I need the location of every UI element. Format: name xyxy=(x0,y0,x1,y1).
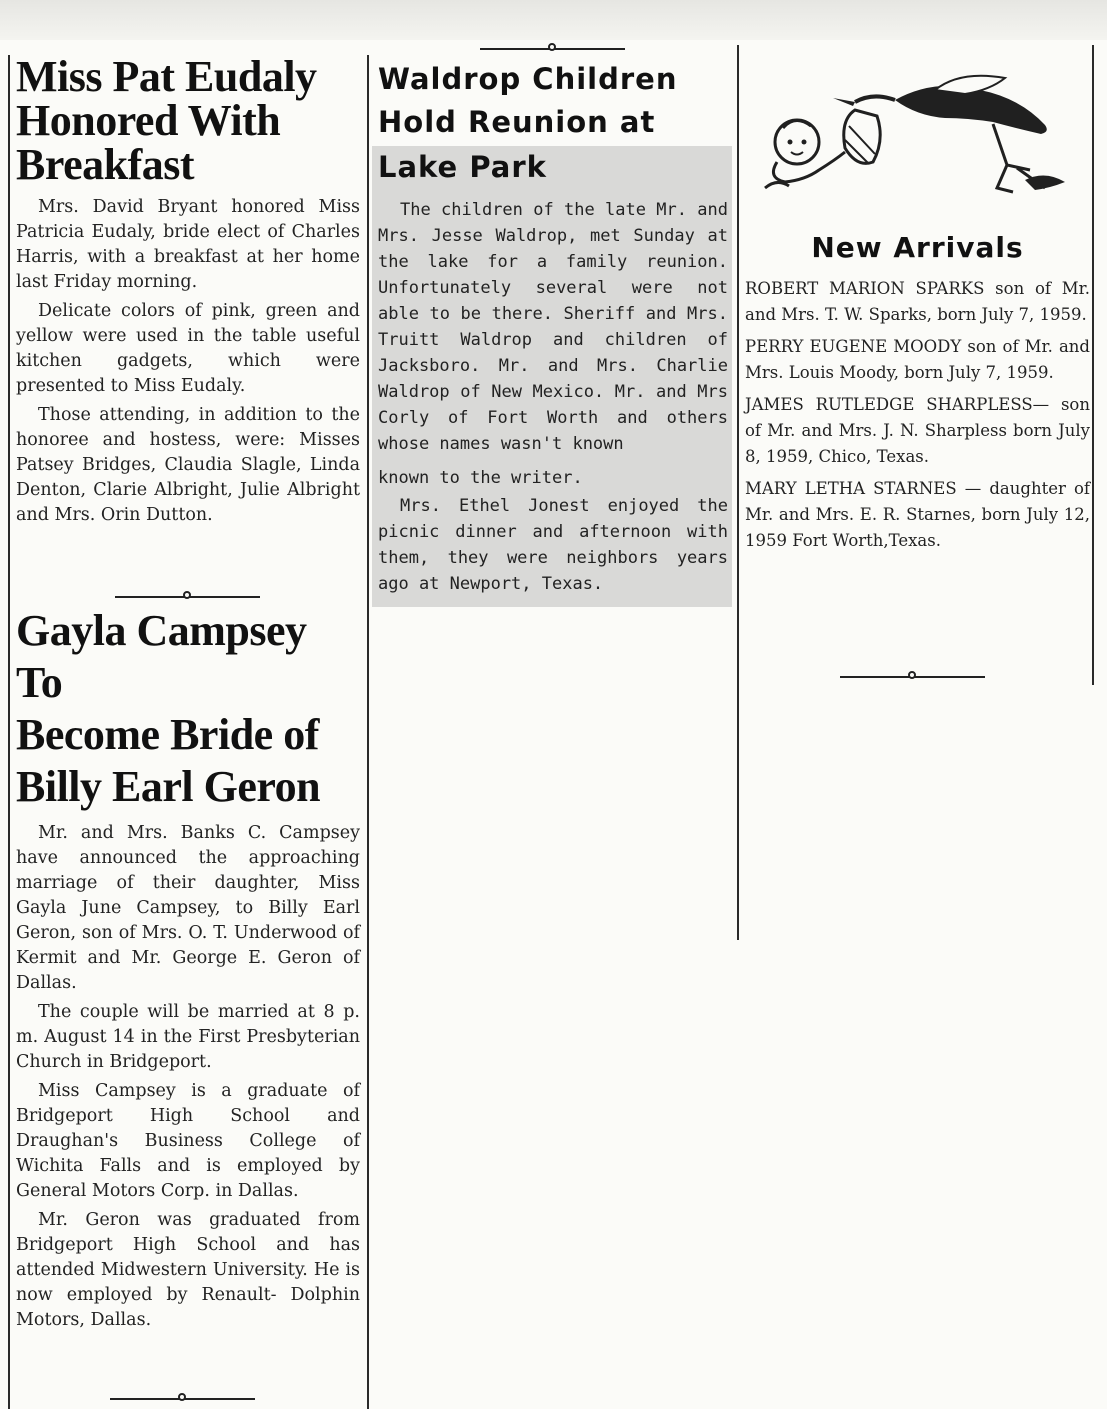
left-column xyxy=(16,52,360,528)
headline-line: Gayla Campsey To xyxy=(16,606,307,707)
eudaly-headline xyxy=(16,52,360,189)
column-rule-left xyxy=(8,55,10,1409)
section-divider xyxy=(840,670,985,684)
waldrop-paragraph: known to the writer. xyxy=(378,468,583,488)
section-divider xyxy=(110,1392,255,1406)
story-eudaly xyxy=(16,52,360,528)
arrival-entry: JAMES RUTLEDGE SHARPLESS— son of Mr. and Mrs. J. N. Sharpless born July 8, 1959, Chico, Texas. xyxy=(745,395,1090,466)
campsey-paragraph: Mr. and Mrs. Banks C. Campsey have announced the approaching marriage of their daughter, Miss Gayla June Campsey, to Billy Earl Geron, son of Mrs. O. T. Underwood of Kermit and Mr. George E. Geron of Dallas. xyxy=(16,823,360,993)
headline-line: Breakfast xyxy=(16,140,195,189)
column-rule-center xyxy=(367,55,369,1409)
arrivals-list xyxy=(745,276,1090,554)
eudaly-paragraph: Mrs. David Bryant honored Miss Patricia Eudaly, bride elect of Charles Harris, with a breakfast at her home last Friday morning. xyxy=(16,197,360,292)
waldrop-headline xyxy=(372,58,732,189)
stork-icon xyxy=(745,70,1075,230)
headline-line: Hold Reunion at xyxy=(378,105,656,139)
waldrop-paragraph: The children of the late Mr. and Mrs. Jesse Waldrop, met Sunday at the lake for a family reunion. Unfortunately several were not able to be there. Sheriff and Mrs. Truitt Waldrop and children of Jacksboro. Mr. and Mrs. Charlie Waldrop of New Mexico. Mr. and Mrs Corly of Fort Worth and others whose names wasn't known xyxy=(378,200,728,454)
eudaly-paragraph: Those attending, in addition to the honoree and hostess, were: Misses Patsey Bridges, Claudia Slagle, Linda Denton, Clarie Albright, Julie Albright and Mrs. Orin Dutton. xyxy=(16,405,360,525)
campsey-headline xyxy=(16,605,360,813)
arrival-entry: MARY LETHA STARNES — daughter of Mr. and Mrs. E. R. Starnes, born July 12, 1959 Fort Worth,Texas. xyxy=(745,479,1090,550)
section-divider xyxy=(115,590,260,604)
waldrop-body xyxy=(372,189,732,607)
waldrop-paragraph: Mrs. Ethel Jonest enjoyed the picnic dinner and afternoon with them, they were neighbors years ago at Newport, Texas. xyxy=(378,496,728,594)
headline-line: Billy Earl Geron xyxy=(16,762,321,811)
left-column-lower xyxy=(16,605,360,1333)
headline-line: Become Bride of xyxy=(16,710,319,759)
arrival-entry: PERRY EUGENE MOODY son of Mr. and Mrs. Louis Moody, born July 7, 1959. xyxy=(745,337,1090,382)
right-column xyxy=(745,70,1090,560)
headline-line: Waldrop Children xyxy=(378,62,678,96)
headline-line: Lake Park xyxy=(372,146,732,189)
arrival-entry: ROBERT MARION SPARKS son of Mr. and Mrs. T. W. Sparks, born July 7, 1959. xyxy=(745,279,1090,324)
new-arrivals-heading: New Arrivals xyxy=(811,231,1024,264)
story-waldrop xyxy=(372,58,732,607)
page-top-edge xyxy=(0,0,1107,40)
campsey-paragraph: Mr. Geron was graduated from Bridgeport High School and has attended Midwestern University. He is now employed by Renault- Dolphin Motors, Dallas. xyxy=(16,1210,360,1330)
stork-baby-illustration xyxy=(745,70,1090,230)
column-rule-far-right xyxy=(1092,45,1094,685)
section-divider xyxy=(480,42,625,56)
story-campsey xyxy=(16,605,360,1333)
campsey-paragraph: Miss Campsey is a graduate of Bridgeport High School and Draughan's Business College of Wichita Falls and is employed by General Motors Corp. in Dallas. xyxy=(16,1081,360,1201)
eudaly-paragraph: Delicate colors of pink, green and yellow were used in the table useful kitchen gadgets, which were presented to Miss Eudaly. xyxy=(16,301,360,396)
campsey-paragraph: The couple will be married at 8 p. m. August 14 in the First Presbyterian Church in Bridgeport. xyxy=(16,1002,360,1072)
headline-line: Miss Pat Eudaly xyxy=(16,52,317,101)
column-rule-right xyxy=(737,45,739,940)
headline-line: Honored With xyxy=(16,96,281,145)
middle-column xyxy=(372,58,732,607)
